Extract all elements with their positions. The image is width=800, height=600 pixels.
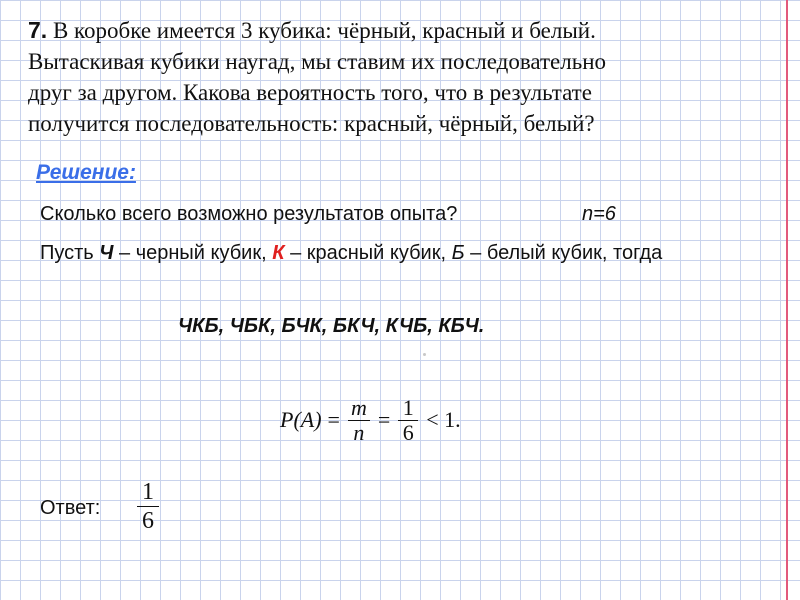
fraction-denominator: 6 [402, 419, 414, 445]
white-letter: Б [451, 242, 465, 264]
problem-line-1 [28, 15, 728, 46]
outcome-sequences: ЧКБ, ЧБК, БЧК, БКЧ, КЧБ, КБЧ. [178, 315, 485, 337]
formula-eq1: = [327, 407, 340, 432]
problem-line-2: Вытаскивая кубики наугад, мы ставим их последовательно [28, 49, 607, 74]
black-letter: Ч [99, 242, 114, 264]
solution-title: Решение: [36, 161, 136, 184]
let-prefix: Пусть [40, 242, 100, 264]
fraction-n: n [353, 419, 365, 445]
answer-numerator: 1 [142, 479, 154, 505]
answer-fraction [137, 478, 159, 535]
probability-formula [280, 390, 461, 450]
fraction-one-sixth [398, 396, 418, 445]
problem-line-4: получится последовательность: красный, чёрный, белый? [28, 111, 595, 136]
problem-statement [28, 15, 728, 139]
notebook-margin-line [786, 0, 788, 600]
problem-line-1-text: В коробке имеется 3 кубика: чёрный, красный и белый. [52, 18, 596, 43]
red-letter: К [272, 242, 285, 264]
outcomes-count: n=6 [582, 203, 616, 225]
problem-line-3: друг за другом. Какова вероятность того, что в результате [28, 80, 592, 105]
formula-eq2: = [377, 407, 391, 432]
answer-denominator: 6 [142, 508, 154, 534]
fraction-m-over-n [348, 396, 370, 445]
red-text: – красный кубик, [284, 242, 452, 264]
black-text: – черный кубик, [113, 242, 273, 264]
answer-label: Ответ: [40, 497, 101, 519]
notation-definition [40, 238, 700, 269]
fraction-numerator: 1 [402, 394, 414, 420]
white-text: – белый кубик, тогда [464, 242, 663, 264]
stray-dot [423, 353, 426, 356]
fraction-m: m [350, 394, 367, 420]
problem-number: 7. [28, 17, 48, 43]
outcomes-question: Сколько всего возможно результатов опыта? [40, 203, 458, 225]
formula-relation: < 1. [426, 407, 461, 432]
formula-lhs: P(A) [280, 407, 322, 432]
